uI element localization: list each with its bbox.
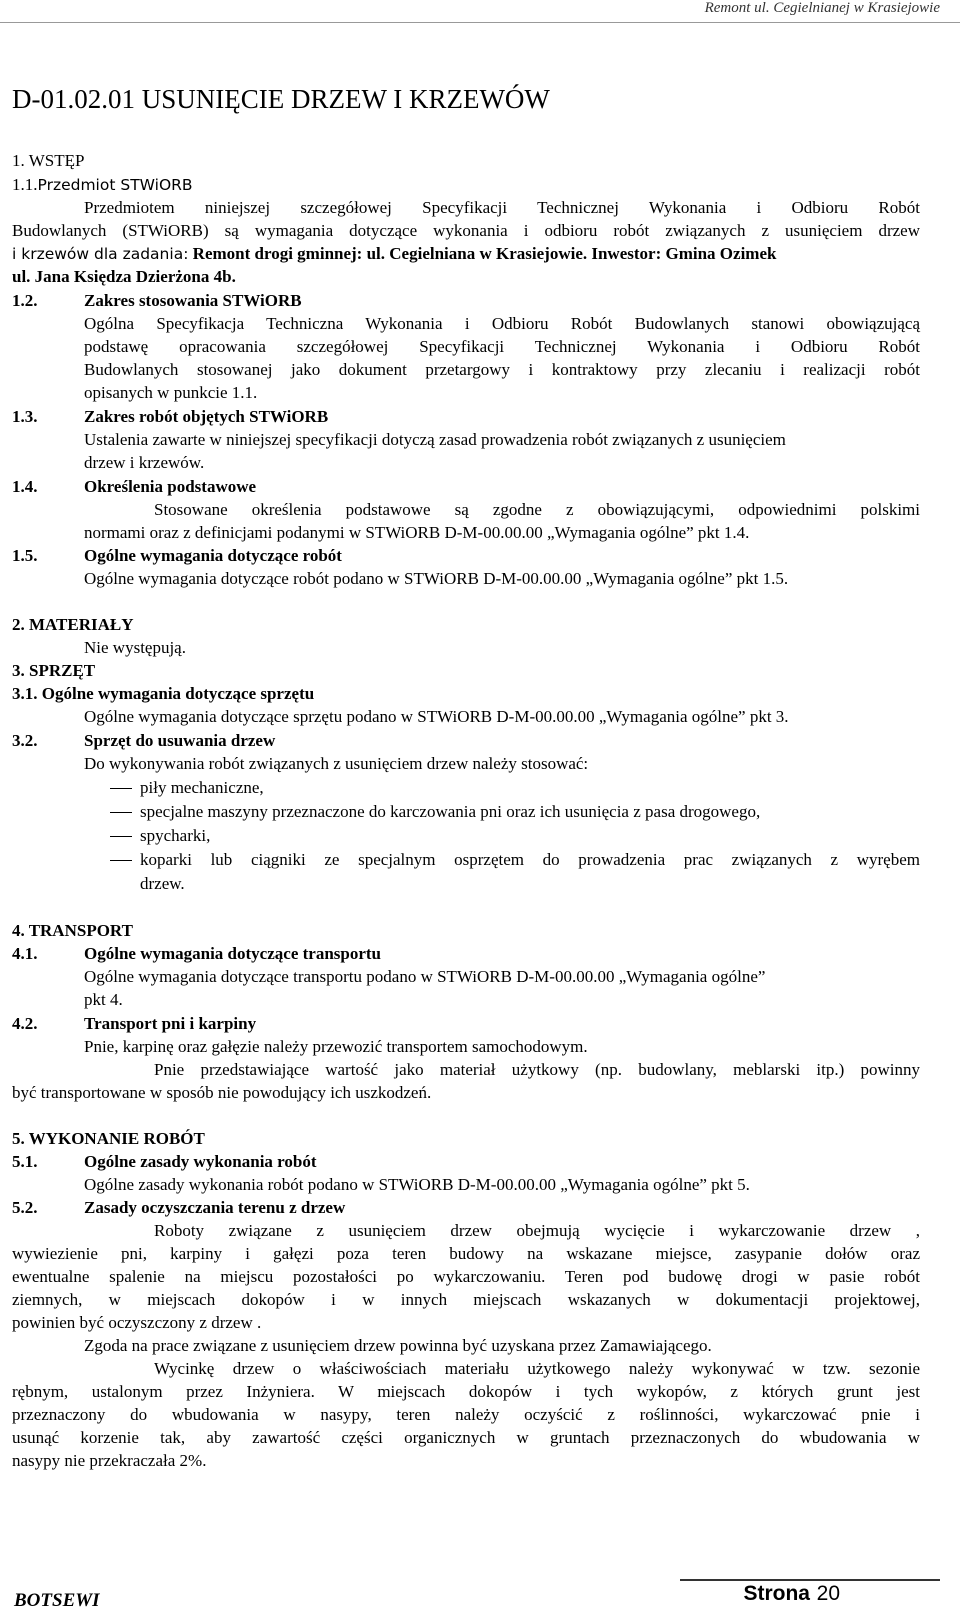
list-item: piły mechaniczne, [140,778,264,797]
company-name: BOTSEWI [14,1590,100,1611]
section-title: Zakres robót objętych STWiORB [84,407,329,426]
list-bullet-dash [110,836,132,837]
section-1-heading: 1. WSTĘP [12,151,85,170]
investor-address: ul. Jana Księdza Dzierżona 4b. [12,267,236,286]
paragraph-line: Ogólne wymagania dotyczące sprzętu podano w STWiORB D-M-00.00.00 „Wymagania ogólne” pkt 3. [84,707,789,726]
paragraph-line: wywiezienie pni, karpiny i gałęzi poza teren budowy na wskazane miejsce, zasypanie dołów oraz [12,1244,920,1263]
list-item: specjalne maszyny przeznaczone do karczowania pni oraz ich usunięcia z pasa drogowego, [140,802,761,821]
section-number: 3.2. [12,731,38,750]
paragraph-line: Budowlanych (STWiORB) są wymagania dotyczące wykonania i odbioru robót związanych z usunięciem drzew [12,221,920,240]
paragraph-line: Stosowane określenia podstawowe są zgodne z obowiązującymi, odpowiednimi polskimi [154,500,920,519]
list-bullet-dash [110,860,132,861]
section-1-1-heading [12,174,193,196]
section-title: Przedmiot STWiORB [37,176,193,194]
paragraph-line: Ogólne wymagania dotyczące robót podano w STWiORB D-M-00.00.00 „Wymagania ogólne” pkt 1.5. [84,569,789,588]
footer-divider [680,1579,940,1581]
paragraph-line: powinien być oczyszczony z drzew . [12,1313,262,1332]
paragraph-line: ewentualne spalenie na miejscu pozostałości po wykarczowaniu. Teren pod budowę drogi w pasie robót [12,1267,920,1286]
section-number: 5.1. [12,1152,38,1171]
section-title: Ogólne wymagania dotyczące transportu [84,944,382,963]
section-number: 4.1. [12,944,38,963]
paragraph-line: Ustalenia zawarte w niniejszej specyfikacji dotyczą zasad prowadzenia robót związanych z usunięciem [84,430,786,449]
paragraph-line: usunąć korzenie tak, aby zawartość części organicznych w gruntach przeznaczonych do wbudowania w [12,1428,920,1447]
section-5-heading: 5. WYKONANIE ROBÓT [12,1129,205,1148]
list-bullet-dash [110,812,132,813]
page-number: 20 [816,1582,840,1605]
section-title: Zasady oczyszczania terenu z drzew [84,1198,346,1217]
paragraph-line: przeznaczony do wbudowania w nasypy, teren należy oczyścić z roślinności, wykarczować pnie i [12,1405,920,1424]
paragraph-line: Ogólne zasady wykonania robót podano w STWiORB D-M-00.00.00 „Wymagania ogólne” pkt 5. [84,1175,750,1194]
section-4-heading: 4. TRANSPORT [12,921,133,940]
section-number: 1.1. [12,175,38,194]
header-project: Remont ul. Cegielnianej w Krasiejowie [704,0,940,16]
section-number: 1.2. [12,291,38,310]
section-title: Określenia podstawowe [84,477,257,496]
document-title: D-01.02.01 USUNIĘCIE DRZEW I KRZEWÓW [12,84,550,114]
paragraph-line: Budowlanych stosowanej jako dokument przetargowy i kontraktowy przy zlecaniu i realizacji robót [84,360,920,379]
section-number: 1.4. [12,477,38,496]
section-number: 4.2. [12,1014,38,1033]
section-3-heading: 3. SPRZĘT [12,661,96,680]
header-divider [0,22,960,23]
paragraph-line: opisanych w punkcie 1.1. [84,383,258,402]
paragraph-line: być transportowane w sposób nie powodujący ich uszkodzeń. [12,1083,432,1102]
paragraph-line: drzew i krzewów. [84,453,205,472]
paragraph-line: Nie występują. [84,638,186,657]
paragraph-line: Przedmiotem niniejszej szczegółowej Specyfikacji Technicznej Wykonania i Odbioru Robót [84,198,920,217]
section-2-heading: 2. MATERIAŁY [12,615,134,634]
paragraph-line: Roboty związane z usunięciem drzew obejmują wycięcie i wykarczowanie drzew , [154,1221,920,1240]
paragraph-line: Pnie przedstawiające wartość jako materiał użytkowy (np. budowlany, meblarski itp.) powinny [154,1060,920,1079]
paragraph-line: Ogólna Specyfikacja Techniczna Wykonania i Odbioru Robót Budowlanych stanowi obowiązującą [84,314,920,333]
section-title: Ogólne zasady wykonania robót [84,1152,317,1171]
paragraph-line: Do wykonywania robót związanych z usunięciem drzew należy stosować: [84,754,589,773]
list-item: spycharki, [140,826,211,845]
paragraph-line: ziemnych, w miejscach dokopów i w innych miejscach wskazanych w dokumentacji projektowej, [12,1290,920,1309]
paragraph-line: Wycinkę drzew o właściwościach materiału użytkowego należy wykonywać w tzw. sezonie [154,1359,920,1378]
page-label: Strona [743,1582,810,1605]
list-item-continued: drzew. [140,874,185,893]
paragraph-line: rębnym, ustalonym przez Inżyniera. W miejscach dokopów i tych wykopów, z których grunt jest [12,1382,920,1401]
task-name: Remont drogi gminnej: ul. Cegielniana w Krasiejowie. Inwestor: Gmina Ozimek [192,244,777,263]
section-title: Zakres stosowania STWiORB [84,291,302,310]
paragraph-line: Pnie, karpinę oraz gałęzie należy przewozić transportem samochodowym. [84,1037,588,1056]
section-title: 3.1. Ogólne wymagania dotyczące sprzętu [12,684,315,703]
paragraph-line: Ogólne wymagania dotyczące transportu podano w STWiORB D-M-00.00.00 „Wymagania ogólne” [84,967,766,986]
list-bullet-dash [110,788,132,789]
section-title: Sprzęt do usuwania drzew [84,731,276,750]
section-title: Transport pni i karpiny [84,1014,257,1033]
section-number: 1.3. [12,407,38,426]
paragraph-line [12,243,776,265]
list-item: koparki lub ciągniki ze specjalnym osprzętem do prowadzenia prac związanych z wyrębem [140,850,920,869]
paragraph-line: nasypy nie przekraczała 2%. [12,1451,207,1470]
paragraph-line: normami oraz z definicjami podanymi w STWiORB D-M-00.00.00 „Wymagania ogólne” pkt 1.4. [84,523,750,542]
paragraph-line: podstawę opracowania szczegółowej Specyfikacji Technicznej Wykonania i Odbioru Robót [84,337,920,356]
section-number: 1.5. [12,546,38,565]
paragraph-text: i krzewów dla zadania: [12,245,189,263]
section-title: Ogólne wymagania dotyczące robót [84,546,342,565]
paragraph-line: Zgoda na prace związane z usunięciem drzew powinna być uzyskana przez Zamawiającego. [84,1336,712,1355]
paragraph-line: pkt 4. [84,990,123,1009]
section-number: 5.2. [12,1198,38,1217]
